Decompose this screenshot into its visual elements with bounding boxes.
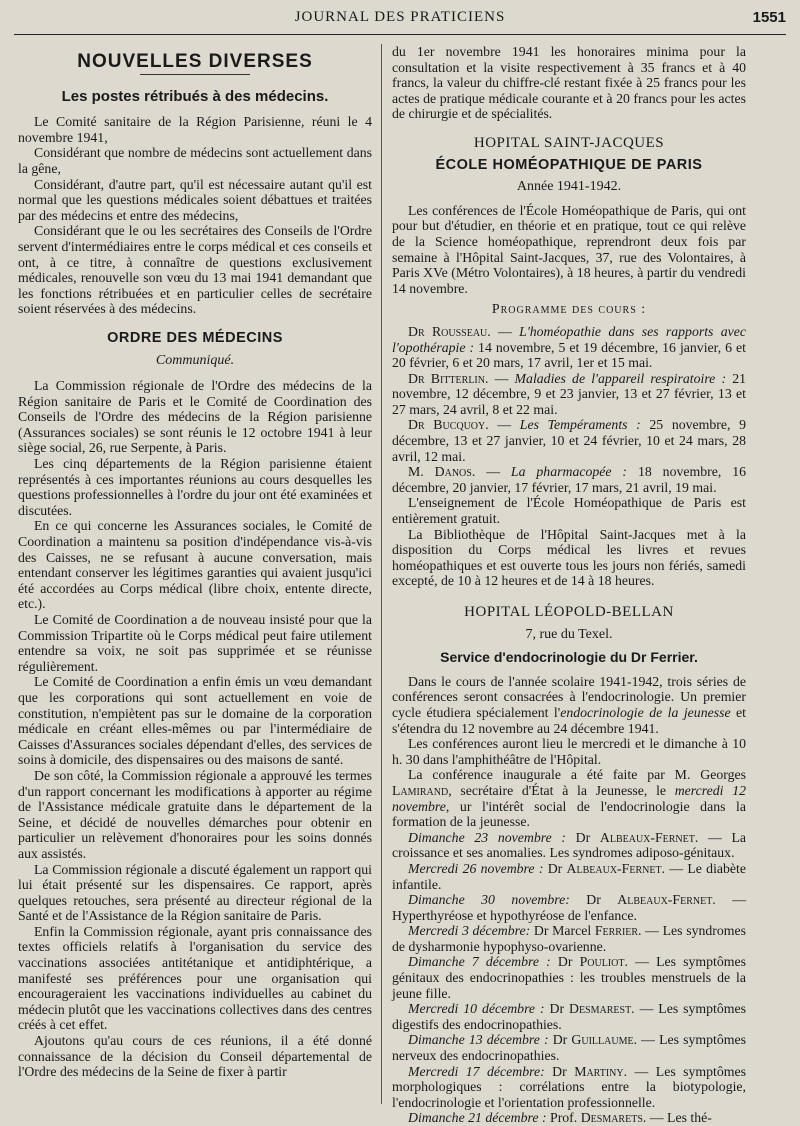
course-entry: Dr Bitterlin. — Maladies de l'appareil respiratoire : 21 novembre, 12 décembre, 9 et 23 janvier, 13 et 27 février, 13 et 27 mars, 24 avril, 8 et 22 mai. [392, 370, 746, 417]
lecturer-name: Pouliot. [579, 954, 628, 970]
course-topic: Maladies de l'appareil respiratoire : [514, 370, 727, 386]
lecturer-name: Dr Bitterlin. [408, 370, 489, 386]
hospital-name-saint-jacques: HOPITAL SAINT-JACQUES [473, 134, 665, 151]
schedule-date: Dimanche 21 décembre : [408, 1110, 547, 1126]
page-number: 1551 [752, 9, 786, 26]
schedule-topic: — Les symptômes nerveux des endocrinopathies. [392, 1032, 746, 1064]
title-rule [140, 74, 250, 75]
paragraph: La Bibliothèque de l'Hôpital Saint-Jacques met à la disposition du Corps médical les livres et revues homéopathiques et est ouverte tous les jours non fériés, samedi excepté, de 10 à 12 heures et de 14 à 18 heures. [392, 526, 746, 589]
course-entry: Dr Rousseau. — L'homéopathie dans ses rapports avec l'opothérapie : 14 novembre, 5 et 19 décembre, 16 janvier, 6 et 20 février, 6 et 20 mars, 17 avril, 1er et 15 mai. [392, 323, 746, 371]
paragraph: Ajoutons qu'au cours de ces réunions, il a été donné connaissance de la décision du Conseil départemental de l'Ordre des médecins de la Seine de fixer à partir [18, 1033, 372, 1080]
lecturer-name: Dr Rousseau. [408, 323, 491, 339]
journal-title: JOURNAL DES PRATICIENS [294, 9, 506, 25]
course-dates: 21 novembre, 12 décembre, 9 et 23 janvier, 13 et 27 février, 13 et 27 mars, 24 avril, 8 et 22 mai. [392, 370, 746, 417]
column-divider [381, 44, 382, 1104]
course-topic: La pharmacopée : [510, 464, 628, 480]
course-topic: L'homéopathie dans ses rapports avec l'opothérapie : [392, 323, 746, 355]
paragraph: De son côté, la Commission régionale a approuvé les termes d'un rapport concernant les modifications à apporter au régime de l'Assistance médicale gratuite dans le département de la Seine, et décidé de nouvelles démarches pour obtenir en particulier un relèvement d'honoraires pour les soins donnés aux assistés. [18, 767, 372, 861]
schedule-prefix: Dr [549, 1001, 565, 1017]
schedule-date: Dimanche 13 décembre : [408, 1032, 549, 1048]
text-run: La conférence inaugurale a été faite par M. Georges [408, 767, 746, 783]
text-run: , ur l'intérêt social de l'endocrinologie dans la formation de la jeunesse. [392, 798, 746, 830]
schedule-date: Dimanche 7 décembre : [408, 954, 551, 970]
schedule-topic: — Les thé- [649, 1110, 712, 1126]
schedule-entry [392, 1110, 746, 1126]
paragraph: Considérant que nombre de médecins sont actuellement dans la gêne, [18, 145, 372, 176]
schedule-prefix: Dr [547, 860, 563, 876]
paragraph: Enfin la Commission régionale, ayant pris connaissance des textes officiels relatifs à l'organisation du service des vaccinations associées antitétanique et antidiphtérique, a manifesté ses préférences pour une organisation qui encourageraient les vaccinations individuelles au cabinet du médecin plutôt que les vaccinations collectives dans des centres créés à cet effet. [18, 923, 372, 1033]
schedule-prefix: Dr [557, 954, 573, 970]
schedule-topic: — Les symptômes digestifs des endocrinopathies. [392, 1001, 746, 1032]
paragraph: Les conférences auront lieu le mercredi et le dimanche à 10 h. 30 dans l'amphithéâtre de l'Hôpital. [392, 736, 746, 767]
schedule-date: Mercredi 3 décembre: [408, 923, 531, 939]
text-run-italic: endocrinologie de la jeunesse [560, 704, 731, 720]
paragraph: La Commission régionale a discuté également un rapport qui lui était présenté sur les dispensaires. Ce rapport, après quelques retouches, sera présenté au directeur régional de la Santé et de l'Assistance de la Région sanitaire de Paris. [18, 861, 372, 924]
text-run-italic: mercredi 12 novembre [392, 782, 746, 814]
paragraph: Les cinq départements de la Région parisienne étaient représentés à ces importantes réunions au cours desquelles les questions professionnelles à l'ordre du jour ont été examinées et discutées. [18, 456, 372, 518]
paragraph: Considérant que le ou les secrétaires des Conseils de l'Ordre servent d'intermédiaires entre le corps médical et ces conseils et ont, à ce titre, à connaître de questions exclusivement médicales, renouvelle son vœu du 13 mai 1941 demandant que les fonctions rétribuées et en particulier celles de secrétaire soient réservées à des médecins. [18, 223, 372, 317]
schedule-date: Mercredi 26 novembre : [408, 860, 544, 876]
programme-title: Programme des cours : [491, 302, 647, 318]
schedule-prefix: Prof. [550, 1110, 578, 1126]
schedule-prefix: Dr Marcel [533, 923, 592, 939]
paragraph [392, 674, 746, 736]
course-dates: 18 novembre, 16 décembre, 20 janvier, 17 février, 17 mars, 21 avril, 19 mai. [392, 464, 746, 495]
course-dates: 14 novembre, 5 et 19 décembre, 16 janvier, 6 et 20 février, 6 et 20 mars, 17 avril, 1er et 15 mai. [392, 339, 746, 371]
schedule-date: Mercredi 10 décembre : [408, 1001, 545, 1017]
schedule-date: Dimanche 23 novembre : [408, 829, 566, 845]
schedule-entry [392, 954, 746, 1001]
person-name: Lamirand [392, 782, 449, 798]
paragraph: Considérant, d'autre part, qu'il est nécessaire autant qu'il est normal que les questions médicales soient débattues et traitées par des médecins et entre des médecins, [18, 176, 372, 223]
paragraph: L'enseignement de l'École Homéopathique de Paris est entièrement gratuit. [392, 495, 746, 527]
text-run: , secrétaire d'État à la Jeunesse, le [448, 782, 675, 798]
schedule-topic: — Le diabète infantile. [392, 860, 747, 892]
lecturer-name: Guillaume. [571, 1032, 638, 1048]
school-year: Année 1941-1942. [516, 179, 622, 195]
page-header [0, 0, 800, 40]
hospital-address: 7, rue du Texel. [525, 626, 613, 642]
course-topic: Les Tempéraments : [519, 417, 641, 433]
schedule-topic: — Les syndromes de dysharmonie hypophyso-ovarienne. [392, 923, 746, 954]
paragraph: Le Comité sanitaire de la Région Parisienne, réuni le 4 novembre 1941, [18, 114, 372, 145]
schedule-entry [392, 892, 746, 923]
lecturer-name: Desmarets. [580, 1110, 647, 1126]
schedule-entry [392, 1001, 746, 1032]
article-subtitle: Communiqué. [155, 352, 235, 368]
schedule-entry [392, 1032, 746, 1063]
article-title-postes: Les postes rétribués à des médecins. [61, 87, 329, 105]
paragraph: La Commission régionale de l'Ordre des médecins de la Région sanitaire de Paris et le Comité de Coordination des Conseils de l'Ordre des médecins de la Région parisienne (Assurances sociales) se sont réunis le 12 octobre 1941 à leur siège social, 26, rue Serpente, à Paris. [18, 378, 372, 456]
lecturer-name: Albeaux-Fernet. [617, 892, 716, 908]
schedule-prefix: Dr [575, 829, 591, 845]
lecturer-name: Ferrier. [594, 923, 642, 939]
course-entry: M. Danos. — La pharmacopée : 18 novembre, 16 décembre, 20 janvier, 17 février, 17 mars, 21 avril, 19 mai. [392, 464, 746, 495]
schedule-entry [392, 830, 746, 861]
lecturer-name: Albeaux-Fernet. [599, 829, 699, 845]
schedule-prefix: Dr [586, 892, 601, 908]
schedule-date: Mercredi 17 décembre: [408, 1063, 545, 1079]
article-title-ordre: ORDRE DES MÉDECINS [107, 329, 283, 346]
lecturer-name: Dr Bucquoy. [408, 417, 489, 433]
lecturer-name: M. Danos. [408, 464, 476, 480]
paragraph: Le Comité de Coordination a enfin émis un vœu demandant que les corporations qui sont actuellement en voie de constitution, n'empiètent pas sur le domaine de la corporation médicale en créant elles-mêmes ou par l'intermédiaire de Caisses d'Assurances sociales dépendant d'elles, des services de soins à domicile, des dispensaires ou des maisons de santé. [18, 674, 372, 768]
left-column [18, 44, 372, 1104]
schedule-topic: — Hyperthyréose et hypothyréose de l'enfance. [392, 892, 746, 923]
paragraph: Le Comité de Coordination a de nouveau insisté pour que la Commission Tripartite où le Corps médical peut faire utilement entendre sa voix, ne soit pas supprimée et se réunisse régulièrement. [18, 612, 372, 674]
main-section-title: NOUVELLES DIVERSES [77, 51, 313, 72]
school-title: ÉCOLE HOMÉOPATHIQUE DE PARIS [435, 156, 703, 173]
course-entry: Dr Bucquoy. — Les Tempéraments : 25 novembre, 9 décembre, 13 et 27 janvier, 10 et 24 février, 10 et 24 mars, 28 avril, 12 mai. [392, 417, 746, 464]
schedule-topic: — Les symptômes morphologiques : corrélations entre la biotypologie, l'endocrinologie et l'orientation professionnelle. [392, 1063, 746, 1110]
schedule-entry [392, 861, 746, 892]
service-title: Service d'endocrinologie du Dr Ferrier. [440, 649, 698, 666]
schedule-entry [392, 1064, 746, 1111]
lecturer-name: Desmarest. [568, 1001, 635, 1017]
schedule-topic: — Les symptômes génitaux des endocrinopathies : les troubles menstruels de la jeune fille. [392, 954, 746, 1001]
paragraph: Les conférences de l'École Homéopathique de Paris, qui ont pour but d'étudier, en théorie et en pratique, tout ce qui relève de la Science homéopathique, reprendront deux fois par semaine à l'Hôpital Saint-Jacques, 37, rue des Volontaires, à Paris XVe (Métro Volontaires), à 18 heures, à partir du vendredi 14 novembre. [392, 202, 746, 296]
schedule-prefix: Dr [552, 1063, 567, 1079]
continuation-paragraph: du 1er novembre 1941 les honoraires minima pour la consultation et la visite respectivement à 35 francs et à 40 francs, la valeur du chiffre-clé restant fixée à 25 francs pour les actes de pratique médicale courante et à 20 francs pour les actes de chirurgie et de spécialités. [392, 44, 746, 122]
schedule-entry [392, 923, 746, 954]
schedule-prefix: Dr [552, 1032, 568, 1048]
lecturer-name: Martiny. [574, 1063, 628, 1079]
course-dates: 25 novembre, 9 décembre, 13 et 27 janvier, 10 et 24 février, 10 et 24 mars, 28 avril, 12 mai. [392, 417, 746, 464]
paragraph: En ce qui concerne les Assurances sociales, le Comité de Coordination a maintenu sa position d'indépendance vis-à-vis des Caisses, ne se refusant à aucune conversation, mais entendant conserver les légitimes garanties qui avaient jusqu'ici été accordées au Corps médical (libre choix, entente directe, etc.). [18, 518, 372, 612]
schedule-topic: — La croissance et ses anomalies. Les syndromes adiposo-génitaux. [392, 829, 747, 861]
header-rule [14, 34, 786, 35]
text-run: Dans le cours de l'année scolaire 1941-1942, trois séries de conférences seront consacrées à l'endocrinologie. Un premier cycle étudiera spécialement l' [392, 673, 746, 720]
right-column [392, 44, 747, 1126]
hospital-name-leopold-bellan: HOPITAL LÉOPOLD-BELLAN [464, 604, 674, 620]
text-run: et s'étendra du 12 novembre au 24 décembre 1941. [392, 704, 746, 736]
paragraph [392, 767, 746, 829]
schedule-date: Dimanche 30 novembre: [408, 892, 570, 908]
lecturer-name: Albeaux-Fernet. [566, 860, 665, 876]
